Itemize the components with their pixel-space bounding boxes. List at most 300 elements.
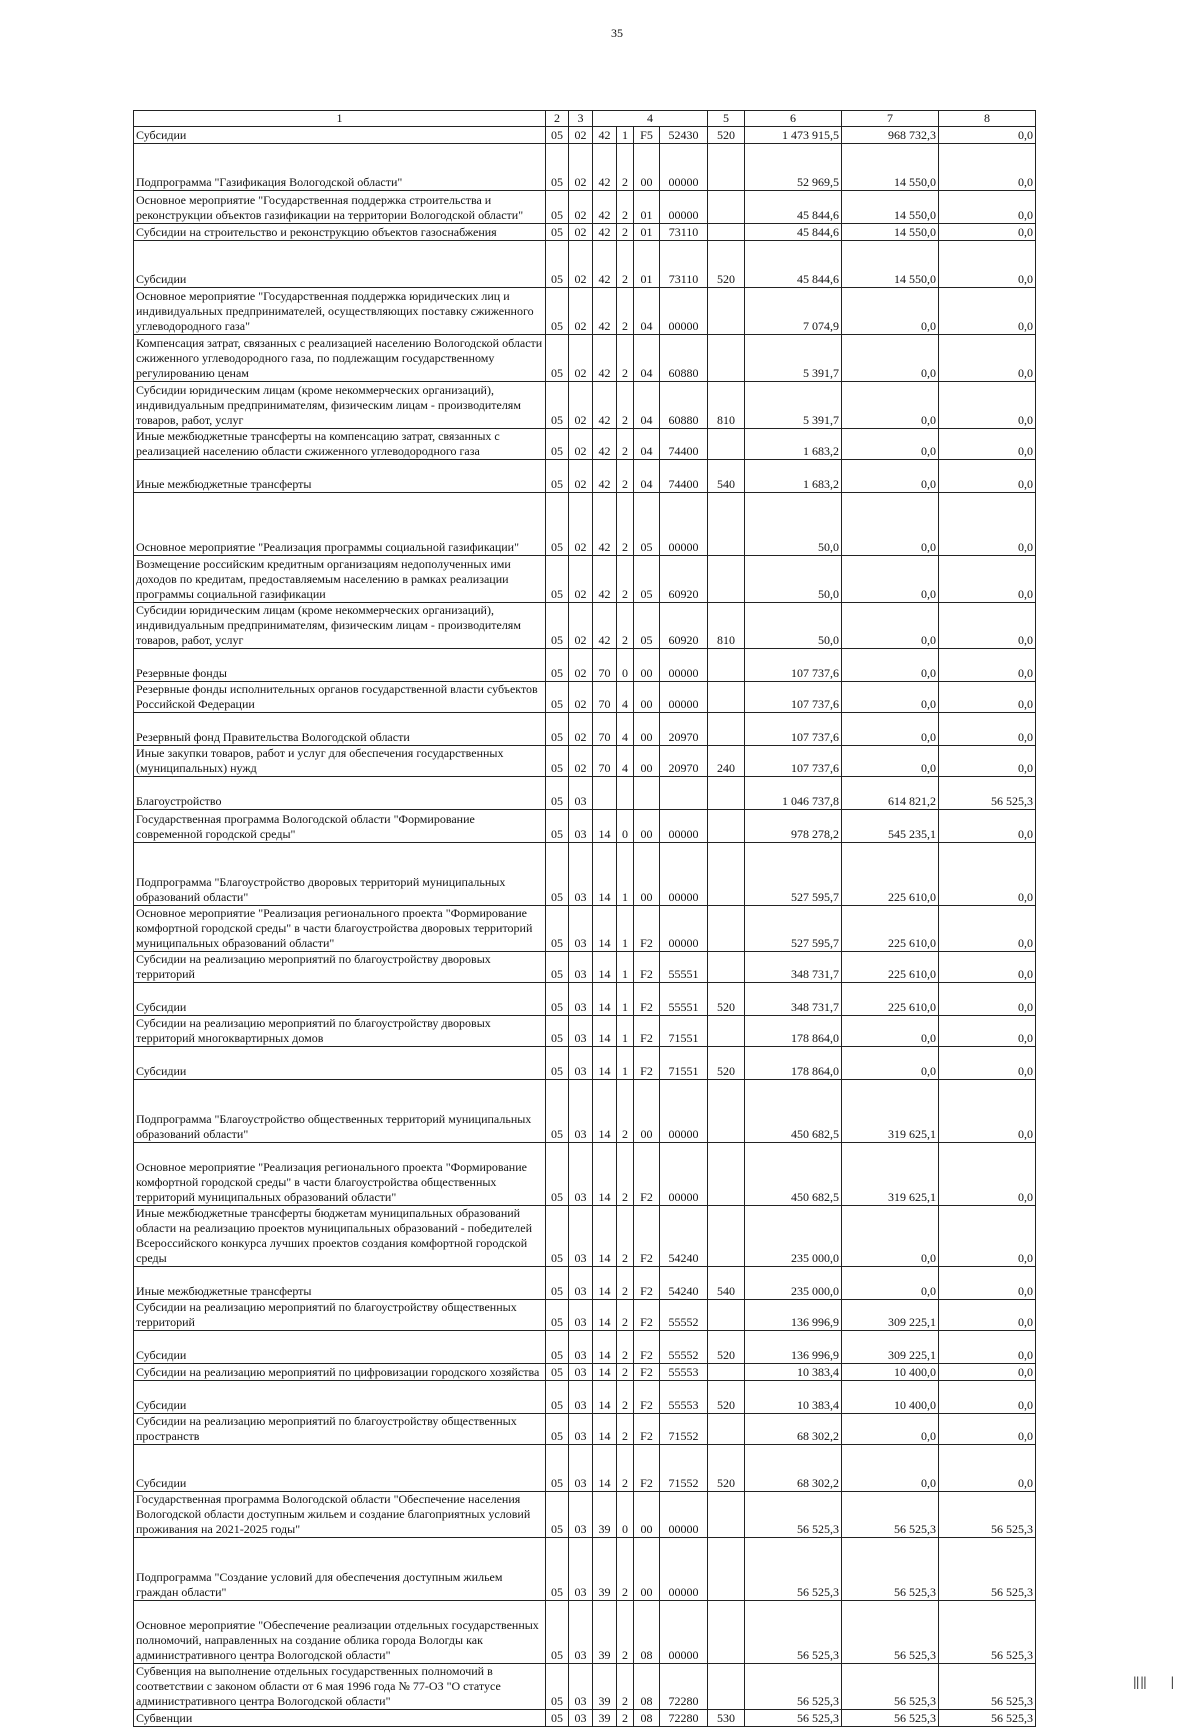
expense-type-code (708, 1143, 745, 1206)
amount-col-7: 0,0 (842, 713, 939, 746)
table-row (134, 682, 1036, 713)
row-name: Иные закупки товаров, работ и услуг для обеспечения государственных (муниципальных) нужд (134, 746, 546, 777)
program-code: 42 (593, 493, 617, 556)
section-code: 05 (546, 1538, 569, 1601)
amount-col-6: 450 682,5 (745, 1143, 842, 1206)
amount-col-7: 225 610,0 (842, 952, 939, 983)
subsection-code: 03 (569, 1381, 593, 1414)
amount-col-7: 14 550,0 (842, 241, 939, 288)
amount-col-6: 178 864,0 (745, 1016, 842, 1047)
subprogram-code: 1 (617, 127, 634, 144)
amount-col-8: 0,0 (939, 1047, 1036, 1080)
table-row (134, 843, 1036, 906)
subsection-code: 02 (569, 127, 593, 144)
subsection-code: 02 (569, 144, 593, 191)
section-code: 05 (546, 713, 569, 746)
program-code: 14 (593, 1267, 617, 1300)
section-code: 05 (546, 1445, 569, 1492)
amount-col-8: 0,0 (939, 1267, 1036, 1300)
subsection-code: 03 (569, 1206, 593, 1267)
activity-code: 00 (634, 810, 660, 843)
subprogram-code: 0 (617, 810, 634, 843)
direction-code: 00000 (660, 649, 708, 682)
direction-code: 71552 (660, 1414, 708, 1445)
program-code: 70 (593, 746, 617, 777)
amount-col-6: 50,0 (745, 603, 842, 649)
table-row (134, 1206, 1036, 1267)
expense-type-code: 520 (708, 241, 745, 288)
subprogram-code: 2 (617, 429, 634, 460)
subprogram-code: 2 (617, 382, 634, 429)
activity-code: F2 (634, 1414, 660, 1445)
direction-code: 55553 (660, 1364, 708, 1381)
direction-code: 60920 (660, 603, 708, 649)
amount-col-7: 56 525,3 (842, 1601, 939, 1664)
subprogram-code: 2 (617, 1381, 634, 1414)
section-code: 05 (546, 1414, 569, 1445)
amount-col-8: 0,0 (939, 556, 1036, 603)
direction-code: 00000 (660, 144, 708, 191)
amount-col-7: 545 235,1 (842, 810, 939, 843)
section-code: 05 (546, 1331, 569, 1364)
subprogram-code: 2 (617, 1710, 634, 1727)
subsection-code: 03 (569, 1710, 593, 1727)
amount-col-7: 10 400,0 (842, 1381, 939, 1414)
table-row (134, 241, 1036, 288)
amount-col-8: 0,0 (939, 335, 1036, 382)
program-code: 14 (593, 843, 617, 906)
direction-code: 55553 (660, 1381, 708, 1414)
subprogram-code: 2 (617, 1143, 634, 1206)
expense-type-code (708, 1300, 745, 1331)
section-code: 05 (546, 1047, 569, 1080)
activity-code: 04 (634, 460, 660, 493)
subprogram-code (617, 777, 634, 810)
row-name: Субсидии на реализацию мероприятий по цифровизации городского хозяйства (134, 1364, 546, 1381)
table-row (134, 1710, 1036, 1727)
program-code: 42 (593, 603, 617, 649)
direction-code: 00000 (660, 191, 708, 224)
amount-col-7: 14 550,0 (842, 144, 939, 191)
row-name: Благоустройство (134, 777, 546, 810)
section-code: 05 (546, 906, 569, 952)
row-name: Иные межбюджетные трансферты (134, 1267, 546, 1300)
direction-code: 00000 (660, 906, 708, 952)
table-row (134, 1364, 1036, 1381)
subprogram-code: 2 (617, 288, 634, 335)
amount-col-8: 0,0 (939, 952, 1036, 983)
row-name: Возмещение российским кредитным организациям недополученных ими доходов по кредитам, предоставляемым населению в рамках реализации программы социальной газификации (134, 556, 546, 603)
subsection-code: 03 (569, 1364, 593, 1381)
expense-type-code (708, 1016, 745, 1047)
table-row (134, 429, 1036, 460)
row-name: Государственная программа Вологодской области "Обеспечение населения Вологодской области доступным жильем и создание благоприятных условий проживания на 2021-2025 годы" (134, 1492, 546, 1538)
program-code: 14 (593, 1080, 617, 1143)
expense-type-code (708, 1080, 745, 1143)
amount-col-7: 0,0 (842, 682, 939, 713)
activity-code: F2 (634, 1331, 660, 1364)
page-number: 35 (611, 26, 623, 40)
amount-col-6: 50,0 (745, 556, 842, 603)
expense-type-code (708, 144, 745, 191)
table-row (134, 224, 1036, 241)
amount-col-8: 0,0 (939, 1381, 1036, 1414)
activity-code (634, 777, 660, 810)
subprogram-code: 4 (617, 682, 634, 713)
activity-code: 01 (634, 224, 660, 241)
direction-code: 00000 (660, 1538, 708, 1601)
scan-marks: ‖‖ | (1132, 1675, 1176, 1689)
program-code: 14 (593, 1016, 617, 1047)
amount-col-7: 0,0 (842, 746, 939, 777)
subprogram-code: 2 (617, 144, 634, 191)
amount-col-6: 136 996,9 (745, 1300, 842, 1331)
table-row (134, 1538, 1036, 1601)
direction-code (660, 777, 708, 810)
expense-type-code: 520 (708, 127, 745, 144)
row-name: Подпрограмма "Газификация Вологодской области" (134, 144, 546, 191)
amount-col-8: 0,0 (939, 843, 1036, 906)
row-name: Резервные фонды (134, 649, 546, 682)
header-col-3: 3 (569, 111, 593, 127)
activity-code: 00 (634, 1492, 660, 1538)
subprogram-code: 2 (617, 1664, 634, 1710)
subprogram-code: 1 (617, 1047, 634, 1080)
table-row (134, 1492, 1036, 1538)
activity-code: 00 (634, 682, 660, 713)
row-name: Иные межбюджетные трансферты на компенсацию затрат, связанных с реализацией населению области сжиженного углеводородного газа (134, 429, 546, 460)
row-name: Резервные фонды исполнительных органов государственной власти субъектов Российской Федерации (134, 682, 546, 713)
activity-code: F2 (634, 1267, 660, 1300)
amount-col-6: 348 731,7 (745, 983, 842, 1016)
amount-col-7: 319 625,1 (842, 1143, 939, 1206)
amount-col-8: 0,0 (939, 1143, 1036, 1206)
table-row (134, 1331, 1036, 1364)
table-row (134, 191, 1036, 224)
direction-code: 00000 (660, 493, 708, 556)
amount-col-7: 14 550,0 (842, 191, 939, 224)
amount-col-7: 0,0 (842, 1445, 939, 1492)
program-code: 14 (593, 983, 617, 1016)
amount-col-8: 0,0 (939, 224, 1036, 241)
row-name: Субсидии (134, 1331, 546, 1364)
row-name: Основное мероприятие "Государственная поддержка строительства и реконструкции объектов газификации на территории Вологодской области" (134, 191, 546, 224)
section-code: 05 (546, 460, 569, 493)
subprogram-code: 2 (617, 556, 634, 603)
activity-code: 00 (634, 649, 660, 682)
expense-type-code (708, 810, 745, 843)
direction-code: 54240 (660, 1206, 708, 1267)
subsection-code: 03 (569, 1664, 593, 1710)
row-name: Компенсация затрат, связанных с реализацией населению Вологодской области сжиженного углеводородного газа, по подлежащим государственному регулированию ценам (134, 335, 546, 382)
program-code: 70 (593, 649, 617, 682)
amount-col-8: 0,0 (939, 1414, 1036, 1445)
row-name: Субсидии юридическим лицам (кроме некоммерческих организаций), индивидуальным предпринимателям, физическим лицам - производителям товаров, работ, услуг (134, 382, 546, 429)
amount-col-7: 225 610,0 (842, 843, 939, 906)
table-row (134, 952, 1036, 983)
amount-col-6: 527 595,7 (745, 843, 842, 906)
amount-col-6: 1 683,2 (745, 460, 842, 493)
subsection-code: 02 (569, 713, 593, 746)
direction-code: 71552 (660, 1445, 708, 1492)
row-name: Подпрограмма "Создание условий для обеспечения доступным жильем граждан области" (134, 1538, 546, 1601)
subprogram-code: 2 (617, 1538, 634, 1601)
program-code: 39 (593, 1492, 617, 1538)
amount-col-8: 0,0 (939, 1080, 1036, 1143)
activity-code: 00 (634, 1080, 660, 1143)
section-code: 05 (546, 1664, 569, 1710)
section-code: 05 (546, 1016, 569, 1047)
subprogram-code: 2 (617, 1080, 634, 1143)
amount-col-7: 10 400,0 (842, 1364, 939, 1381)
subsection-code: 02 (569, 241, 593, 288)
direction-code: 55552 (660, 1300, 708, 1331)
subprogram-code: 2 (617, 241, 634, 288)
amount-col-6: 450 682,5 (745, 1080, 842, 1143)
table-row (134, 493, 1036, 556)
amount-col-8: 56 525,3 (939, 1601, 1036, 1664)
activity-code: 00 (634, 144, 660, 191)
direction-code: 60920 (660, 556, 708, 603)
expense-type-code: 530 (708, 1710, 745, 1727)
subsection-code: 02 (569, 191, 593, 224)
table-row (134, 810, 1036, 843)
amount-col-7: 0,0 (842, 556, 939, 603)
header-col-7: 7 (842, 111, 939, 127)
direction-code: 72280 (660, 1710, 708, 1727)
activity-code: 08 (634, 1601, 660, 1664)
amount-col-6: 56 525,3 (745, 1710, 842, 1727)
section-code: 05 (546, 952, 569, 983)
expense-type-code (708, 952, 745, 983)
section-code: 05 (546, 382, 569, 429)
direction-code: 00000 (660, 810, 708, 843)
amount-col-6: 136 996,9 (745, 1331, 842, 1364)
budget-table-container (133, 110, 1036, 1727)
amount-col-8: 0,0 (939, 1300, 1036, 1331)
section-code: 05 (546, 746, 569, 777)
program-code: 14 (593, 1206, 617, 1267)
header-row (134, 111, 1036, 127)
activity-code: 08 (634, 1710, 660, 1727)
section-code: 05 (546, 556, 569, 603)
expense-type-code: 520 (708, 1381, 745, 1414)
expense-type-code: 540 (708, 460, 745, 493)
table-row (134, 906, 1036, 952)
direction-code: 55551 (660, 952, 708, 983)
table-row (134, 1664, 1036, 1710)
table-row (134, 1047, 1036, 1080)
subsection-code: 03 (569, 1300, 593, 1331)
table-row (134, 335, 1036, 382)
expense-type-code (708, 224, 745, 241)
table-row (134, 1267, 1036, 1300)
subsection-code: 03 (569, 1047, 593, 1080)
row-name: Субсидии юридическим лицам (кроме некоммерческих организаций), индивидуальным предпринимателям, физическим лицам - производителям товаров, работ, услуг (134, 603, 546, 649)
section-code: 05 (546, 335, 569, 382)
program-code: 42 (593, 144, 617, 191)
row-name: Субсидии на реализацию мероприятий по благоустройству дворовых территорий многоквартирных домов (134, 1016, 546, 1047)
direction-code: 00000 (660, 1601, 708, 1664)
activity-code: F2 (634, 952, 660, 983)
amount-col-7: 968 732,3 (842, 127, 939, 144)
subsection-code: 03 (569, 983, 593, 1016)
activity-code: 05 (634, 556, 660, 603)
expense-type-code: 810 (708, 603, 745, 649)
activity-code: 01 (634, 241, 660, 288)
activity-code: 05 (634, 603, 660, 649)
row-name: Субсидии на реализацию мероприятий по благоустройству дворовых территорий (134, 952, 546, 983)
amount-col-7: 0,0 (842, 603, 939, 649)
budget-table (133, 110, 1036, 1727)
section-code: 05 (546, 603, 569, 649)
table-row (134, 713, 1036, 746)
table-row (134, 1601, 1036, 1664)
section-code: 05 (546, 493, 569, 556)
amount-col-6: 68 302,2 (745, 1414, 842, 1445)
row-name: Основное мероприятие "Государственная поддержка юридических лиц и индивидуальных предпринимателей, осуществляющих поставку сжиженного углеводородного газа" (134, 288, 546, 335)
subsection-code: 03 (569, 1538, 593, 1601)
amount-col-7: 0,0 (842, 288, 939, 335)
subsection-code: 02 (569, 556, 593, 603)
amount-col-8: 0,0 (939, 649, 1036, 682)
subprogram-code: 2 (617, 1267, 634, 1300)
program-code: 42 (593, 556, 617, 603)
program-code: 42 (593, 241, 617, 288)
subprogram-code: 1 (617, 952, 634, 983)
section-code: 05 (546, 843, 569, 906)
program-code: 14 (593, 1414, 617, 1445)
program-code: 42 (593, 382, 617, 429)
section-code: 05 (546, 1267, 569, 1300)
amount-col-7: 0,0 (842, 649, 939, 682)
activity-code: F2 (634, 983, 660, 1016)
subsection-code: 03 (569, 810, 593, 843)
amount-col-7: 319 625,1 (842, 1080, 939, 1143)
row-name: Субсидии на строительство и реконструкцию объектов газоснабжения (134, 224, 546, 241)
activity-code: F2 (634, 906, 660, 952)
direction-code: 00000 (660, 843, 708, 906)
subsection-code: 03 (569, 843, 593, 906)
table-row (134, 777, 1036, 810)
expense-type-code (708, 288, 745, 335)
amount-col-6: 107 737,6 (745, 746, 842, 777)
activity-code: 00 (634, 713, 660, 746)
direction-code: 73110 (660, 241, 708, 288)
table-row (134, 1414, 1036, 1445)
section-code: 05 (546, 1364, 569, 1381)
amount-col-7: 0,0 (842, 460, 939, 493)
table-row (134, 288, 1036, 335)
header-col-6: 6 (745, 111, 842, 127)
row-name: Субсидии (134, 241, 546, 288)
direction-code: 55552 (660, 1331, 708, 1364)
amount-col-6: 178 864,0 (745, 1047, 842, 1080)
subsection-code: 03 (569, 777, 593, 810)
program-code: 42 (593, 460, 617, 493)
program-code: 42 (593, 224, 617, 241)
amount-col-8: 0,0 (939, 1331, 1036, 1364)
direction-code: 74400 (660, 429, 708, 460)
subsection-code: 03 (569, 1080, 593, 1143)
amount-col-7: 0,0 (842, 1206, 939, 1267)
subprogram-code: 2 (617, 1445, 634, 1492)
subsection-code: 02 (569, 603, 593, 649)
section-code: 05 (546, 682, 569, 713)
subprogram-code: 2 (617, 191, 634, 224)
amount-col-8: 0,0 (939, 144, 1036, 191)
subprogram-code: 1 (617, 1016, 634, 1047)
subsection-code: 03 (569, 1445, 593, 1492)
subprogram-code: 4 (617, 713, 634, 746)
program-code: 14 (593, 1143, 617, 1206)
amount-col-8: 0,0 (939, 382, 1036, 429)
subprogram-code: 2 (617, 335, 634, 382)
activity-code: F2 (634, 1143, 660, 1206)
row-name: Основное мероприятие "Обеспечение реализации отдельных государственных полномочий, направленных на создание облика города Вологды как административного центра Вологодской области" (134, 1601, 546, 1664)
table-row (134, 556, 1036, 603)
expense-type-code (708, 906, 745, 952)
amount-col-8: 56 525,3 (939, 777, 1036, 810)
expense-type-code (708, 1364, 745, 1381)
expense-type-code: 520 (708, 1445, 745, 1492)
program-code: 42 (593, 288, 617, 335)
program-code: 14 (593, 952, 617, 983)
subsection-code: 02 (569, 429, 593, 460)
expense-type-code: 520 (708, 983, 745, 1016)
section-code: 05 (546, 429, 569, 460)
amount-col-6: 348 731,7 (745, 952, 842, 983)
amount-col-6: 1 046 737,8 (745, 777, 842, 810)
section-code: 05 (546, 288, 569, 335)
amount-col-8: 0,0 (939, 1016, 1036, 1047)
header-col-4: 4 (593, 111, 708, 127)
amount-col-8: 0,0 (939, 1445, 1036, 1492)
expense-type-code (708, 713, 745, 746)
table-row (134, 1143, 1036, 1206)
row-name: Иные межбюджетные трансферты бюджетам муниципальных образований области на реализацию проектов муниципальных образований - победителей Всероссийского конкурса лучших проектов создания комфортной городской среды (134, 1206, 546, 1267)
direction-code: 20970 (660, 713, 708, 746)
section-code: 05 (546, 1381, 569, 1414)
activity-code: F2 (634, 1206, 660, 1267)
table-row (134, 382, 1036, 429)
program-code: 70 (593, 713, 617, 746)
table-row (134, 1300, 1036, 1331)
subprogram-code: 2 (617, 1300, 634, 1331)
activity-code: F2 (634, 1300, 660, 1331)
table-row (134, 983, 1036, 1016)
expense-type-code (708, 1206, 745, 1267)
amount-col-8: 0,0 (939, 191, 1036, 224)
subsection-code: 02 (569, 460, 593, 493)
amount-col-7: 225 610,0 (842, 983, 939, 1016)
activity-code: F2 (634, 1381, 660, 1414)
amount-col-8: 0,0 (939, 983, 1036, 1016)
direction-code: 71551 (660, 1016, 708, 1047)
section-code: 05 (546, 810, 569, 843)
amount-col-8: 0,0 (939, 810, 1036, 843)
activity-code: 00 (634, 1538, 660, 1601)
activity-code: 08 (634, 1664, 660, 1710)
expense-type-code (708, 556, 745, 603)
expense-type-code (708, 1601, 745, 1664)
program-code: 14 (593, 1364, 617, 1381)
activity-code: 01 (634, 191, 660, 224)
amount-col-6: 107 737,6 (745, 682, 842, 713)
amount-col-6: 1 683,2 (745, 429, 842, 460)
expense-type-code: 540 (708, 1267, 745, 1300)
amount-col-8: 0,0 (939, 746, 1036, 777)
